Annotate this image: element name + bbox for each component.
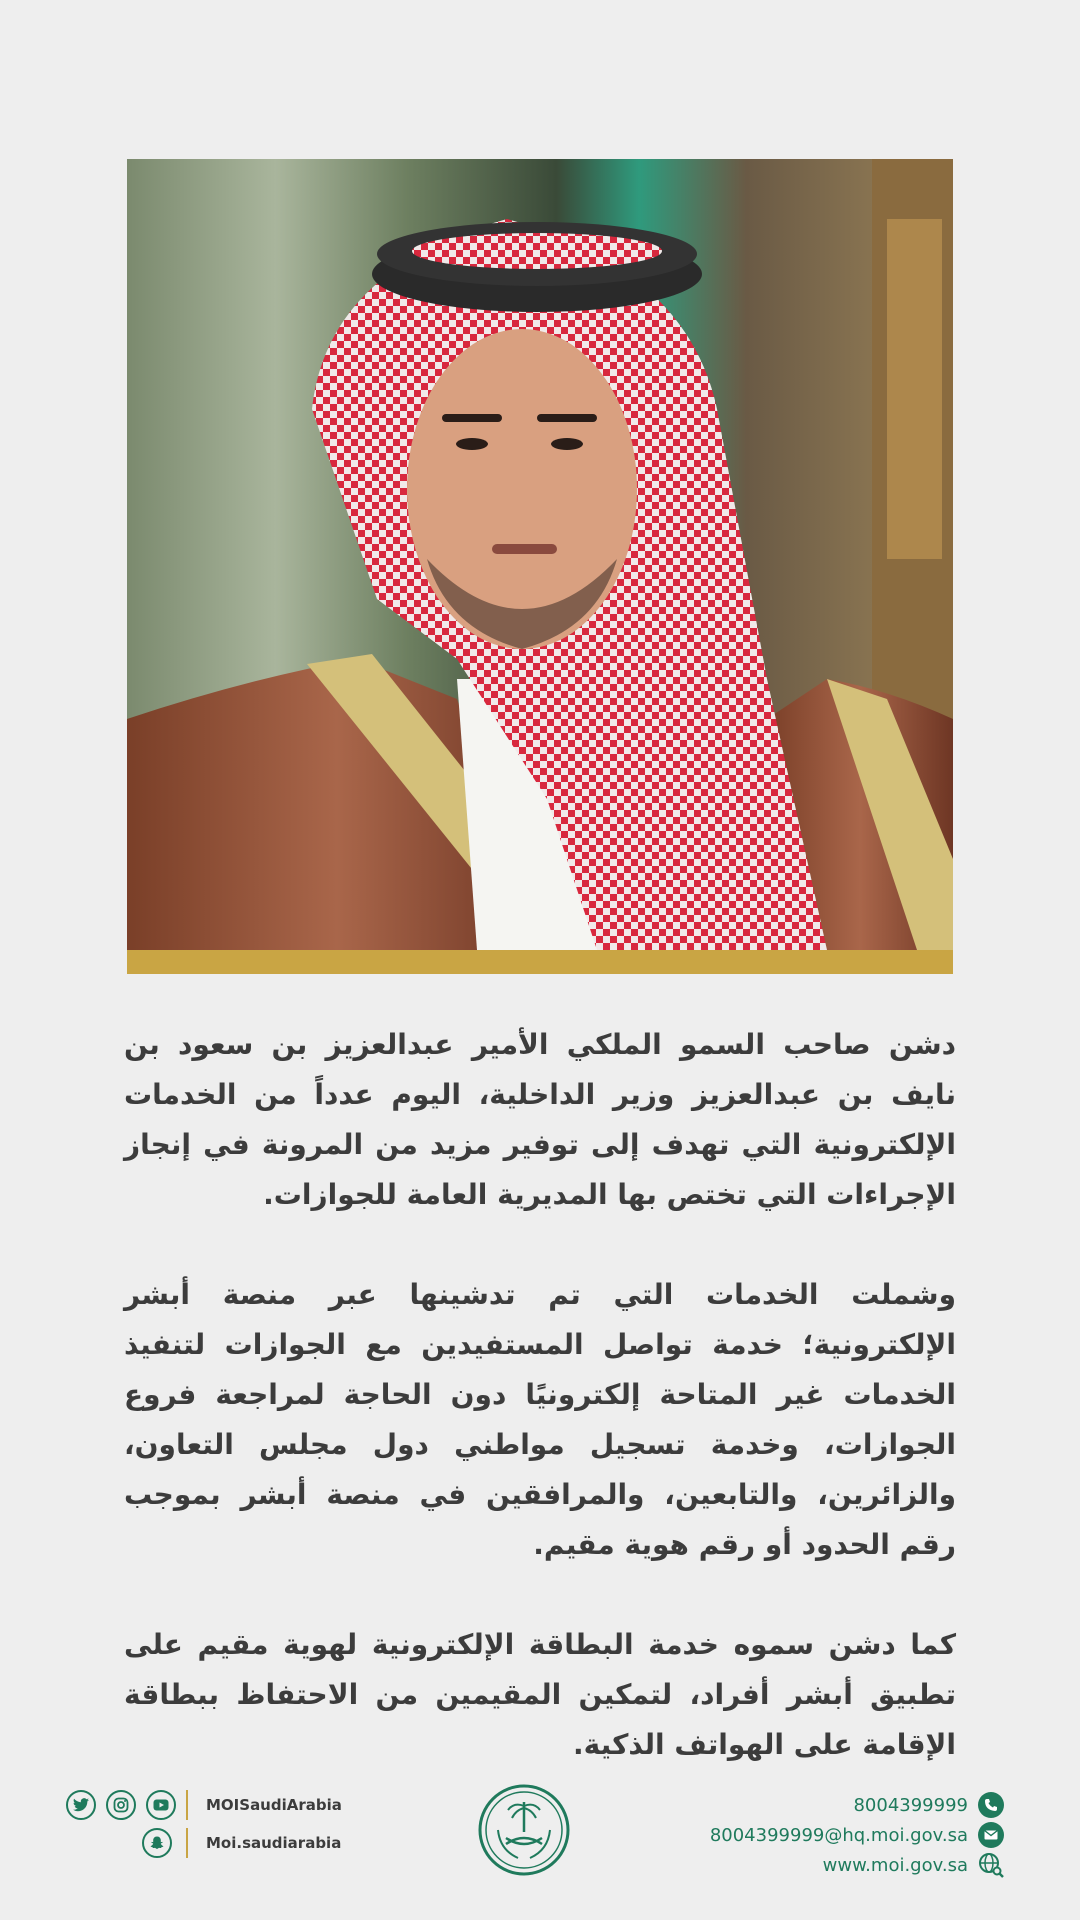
instagram-icon[interactable] [106, 1790, 136, 1820]
social-icons-row-2 [142, 1828, 172, 1858]
portrait-illustration [127, 159, 953, 950]
article-body [124, 1020, 956, 1820]
phone-icon [978, 1792, 1004, 1818]
photo-frame [127, 159, 953, 974]
website-url[interactable]: www.moi.gov.sa [822, 1854, 968, 1876]
article-paragraph-1: دشن صاحب السمو الملكي الأمير عبدالعزيز بن سعود بن نايف بن عبدالعزيز وزير الداخلية، اليوم عدداً من الخدمات الإلكترونية التي تهدف إلى توفير مزيد من المرونة في إنجاز الإجراءات التي تختص بها المديرية العامة للجوازات. [124, 1028, 956, 1211]
phone-number[interactable]: 8004399999 [853, 1794, 968, 1816]
article-paragraph-3: كما دشن سموه خدمة البطاقة الإلكترونية لهوية مقيم على تطبيق أبشر أفراد، لتمكين المقيمين من الاحتفاظ ببطاقة الإقامة على الهواتف الذكية. [124, 1628, 956, 1761]
youtube-icon[interactable] [146, 1790, 176, 1820]
gold-divider [186, 1790, 188, 1820]
email-address[interactable]: 8004399999@hq.moi.gov.sa [709, 1824, 968, 1846]
gold-divider [186, 1828, 188, 1858]
moi-emblem-logo [478, 1784, 570, 1876]
twitter-icon[interactable] [66, 1790, 96, 1820]
globe-search-icon [978, 1852, 1004, 1878]
social-handle-primary[interactable]: MOISaudiArabia [206, 1796, 342, 1814]
social-icons-row [66, 1790, 176, 1820]
portrait-photo [127, 159, 953, 950]
contact-website-row[interactable] [710, 1850, 1004, 1880]
email-icon [978, 1822, 1004, 1848]
contact-email-row[interactable] [710, 1820, 1004, 1850]
contact-block [710, 1790, 1004, 1880]
article-paragraph-2: وشملت الخدمات التي تم تدشينها عبر منصة أبشر الإلكترونية؛ خدمة تواصل المستفيدين مع الجوازات لتنفيذ الخدمات غير المتاحة إلكترونيًا دون الحاجة لمراجعة فروع الجوازات، وخدمة تسجيل مواطني دول مجلس التعاون، والزائرين، والتابعين، والمرافقين في منصة أبشر بموجب رقم الحدود أو رقم هوية مقيم. [124, 1278, 956, 1561]
snapchat-icon[interactable] [142, 1828, 172, 1858]
contact-phone-row[interactable] [710, 1790, 1004, 1820]
social-handle-secondary[interactable]: Moi.saudiarabia [206, 1834, 342, 1852]
